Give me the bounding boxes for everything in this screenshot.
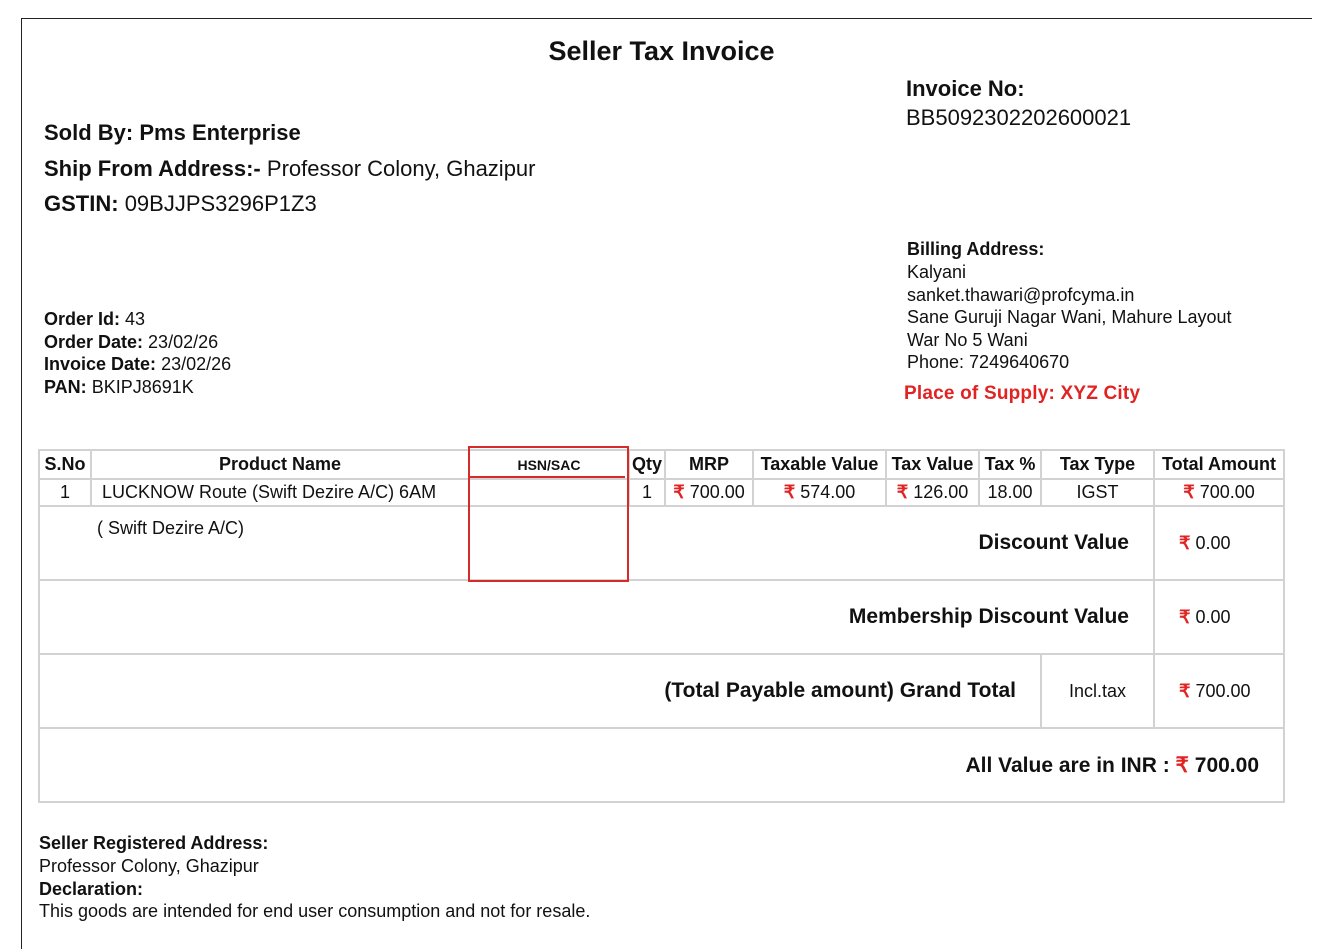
- pan-label: PAN:: [44, 377, 87, 397]
- grand-total-value: ₹ 700.00: [1154, 654, 1284, 728]
- invoice-number-label: Invoice No:: [906, 76, 1025, 101]
- billing-address-label: Billing Address:: [907, 239, 1045, 259]
- cell-qty: 1: [629, 479, 665, 506]
- gstin-label: GSTIN:: [44, 191, 119, 216]
- rupee-icon: ₹: [783, 482, 796, 502]
- billing-email: sanket.thawari@profcyma.in: [907, 285, 1135, 305]
- order-id-value: 43: [125, 309, 146, 329]
- pan: [44, 377, 194, 398]
- cell-hsn: [469, 479, 629, 506]
- hsn-highlight-header: [470, 448, 625, 478]
- billing-name: Kalyani: [907, 262, 967, 282]
- table-header-row: [39, 450, 1284, 479]
- membership-discount-row: [39, 580, 1284, 654]
- membership-discount-value: ₹ 0.00: [1154, 580, 1284, 654]
- invoice-number: BB5092302202600021: [906, 105, 1132, 130]
- inr-total-row: [39, 728, 1284, 802]
- membership-discount-label: Membership Discount Value: [39, 580, 1154, 654]
- order-id-label: Order Id:: [44, 309, 121, 329]
- rupee-icon: ₹: [1179, 680, 1191, 701]
- sold-by: [44, 120, 301, 146]
- invoice-date-label: Invoice Date:: [44, 354, 157, 374]
- grand-total-row: [39, 654, 1284, 728]
- order-id: [44, 309, 145, 330]
- gstin: [44, 191, 317, 217]
- cell-mrp: ₹ 700.00: [665, 479, 753, 506]
- col-total-amount: Total Amount: [1154, 450, 1284, 479]
- cell-total: ₹ 700.00: [1154, 479, 1284, 506]
- invoice-date: [44, 354, 231, 375]
- place-of-supply: Place of Supply: XYZ City: [904, 383, 1141, 404]
- grand-total-label: (Total Payable amount) Grand Total: [39, 654, 1041, 728]
- pan-value: BKIPJ8691K: [91, 377, 194, 397]
- grand-total-note: Incl.tax: [1041, 654, 1154, 728]
- cell-taxable: ₹ 574.00: [753, 479, 886, 506]
- order-date-value: 23/02/26: [148, 332, 219, 352]
- rupee-icon: ₹: [1179, 606, 1191, 627]
- invoice-date-value: 23/02/26: [161, 354, 232, 374]
- ship-from-value: Professor Colony, Ghazipur: [266, 156, 536, 181]
- gstin-value: 09BJJPS3296P1Z3: [124, 191, 317, 216]
- table-row: [39, 479, 1284, 506]
- cell-tax-pct: 18.00: [979, 479, 1041, 506]
- discount-label: Discount Value: [39, 506, 1154, 580]
- rupee-icon: ₹: [1183, 482, 1195, 502]
- inr-total: [39, 728, 1284, 802]
- billing-phone: Phone: 7249640670: [907, 352, 1070, 372]
- sold-by-value: Pms Enterprise: [139, 120, 301, 145]
- cell-tax-value: ₹ 126.00: [886, 479, 979, 506]
- ship-from-label: Ship From Address:-: [44, 156, 261, 181]
- declaration-label: Declaration:: [39, 879, 144, 899]
- discount-value: ₹ 0.00: [1154, 506, 1284, 580]
- cell-product: LUCKNOW Route (Swift Dezire A/C) 6AM: [91, 479, 469, 506]
- rupee-icon: ₹: [1175, 753, 1189, 777]
- order-date-label: Order Date:: [44, 332, 144, 352]
- invoice-items-table: [38, 449, 1285, 803]
- billing-address-line1: Sane Guruji Nagar Wani, Mahure Layout: [907, 307, 1232, 327]
- inr-total-value: 700.00: [1194, 753, 1259, 777]
- col-tax-type: Tax Type: [1041, 450, 1154, 479]
- col-tax-pct: Tax %: [979, 450, 1041, 479]
- order-date: [44, 332, 218, 353]
- sold-by-label: Sold By:: [44, 120, 134, 145]
- ship-from: [44, 156, 536, 182]
- billing-address-line2: War No 5 Wani: [907, 330, 1028, 350]
- seller-registered-address-label: Seller Registered Address:: [39, 833, 269, 853]
- col-tax-value: Tax Value: [886, 450, 979, 479]
- rupee-icon: ₹: [896, 482, 909, 502]
- declaration-text: This goods are intended for end user consumption and not for resale.: [39, 901, 591, 921]
- rupee-icon: ₹: [1179, 532, 1191, 553]
- cell-sno: 1: [39, 479, 91, 506]
- col-product-name: Product Name: [91, 450, 469, 479]
- col-hsn-sac: HSN/SAC: [469, 450, 629, 479]
- col-qty: Qty: [629, 450, 665, 479]
- col-taxable-value: Taxable Value: [753, 450, 886, 479]
- inr-total-label: All Value are in INR :: [965, 753, 1170, 777]
- col-sno: S.No: [39, 450, 91, 479]
- cell-tax-type: IGST: [1041, 479, 1154, 506]
- rupee-icon: ₹: [673, 482, 685, 502]
- seller-registered-address: Professor Colony, Ghazipur: [39, 856, 259, 876]
- product-subtitle: ( Swift Dezire A/C): [97, 518, 245, 538]
- col-mrp: MRP: [665, 450, 753, 479]
- page-title: Seller Tax Invoice: [548, 36, 775, 66]
